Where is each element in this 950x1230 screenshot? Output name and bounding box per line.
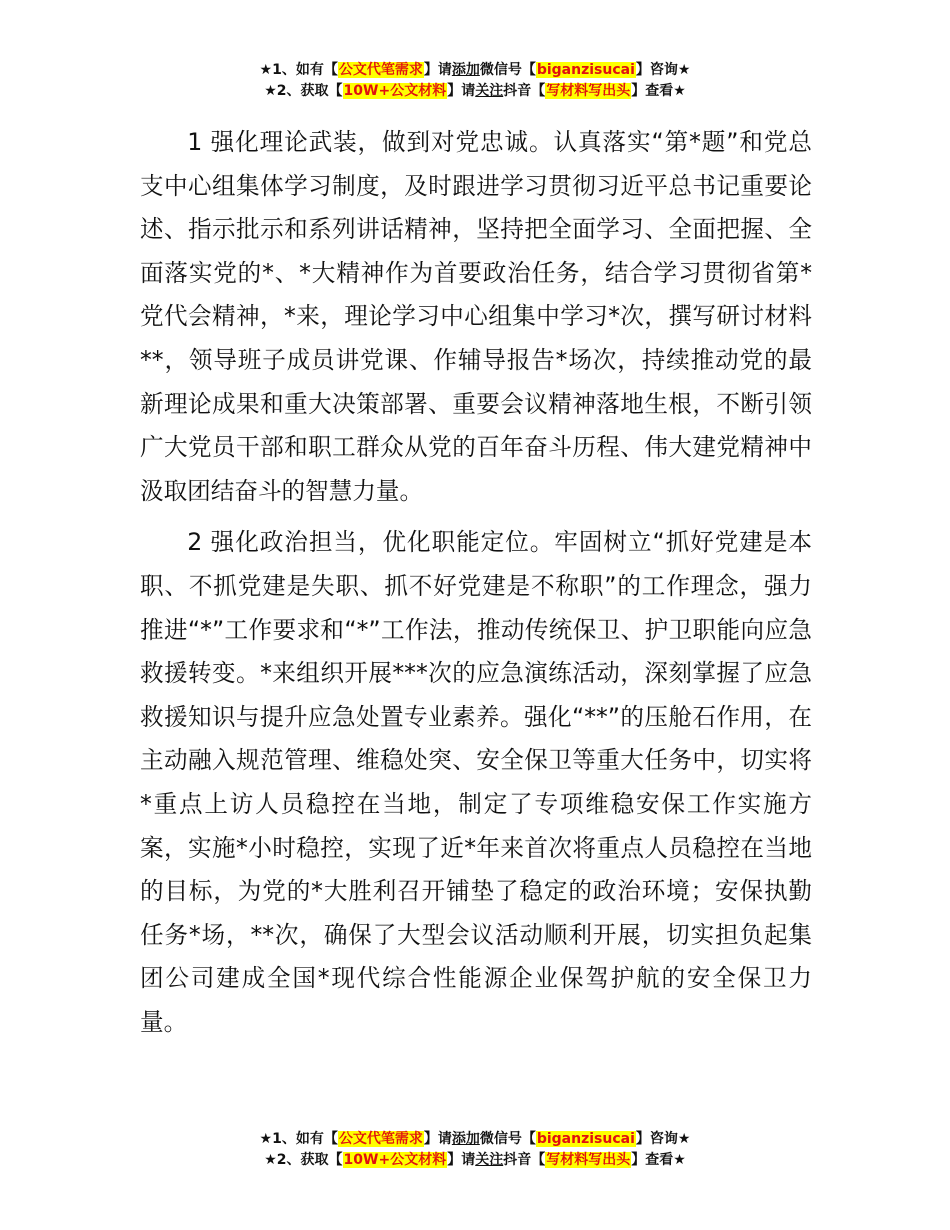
banner-text: 】请 [447, 1152, 476, 1168]
highlight-service: 公文代笔需求 [338, 1131, 423, 1147]
banner-text: 2、获取【 [276, 83, 343, 99]
banner-text: 2、获取【 [276, 1152, 343, 1168]
banner-text: 微信号【 [479, 62, 536, 78]
banner-text: 1、如有【 [272, 1131, 338, 1147]
star-icon: ★ [264, 1152, 277, 1168]
footer-banner [0, 1129, 950, 1171]
banner-line-2 [0, 81, 950, 102]
document-body [140, 121, 812, 1044]
star-icon: ★ [259, 62, 273, 78]
banner-text: 】查看 [631, 1152, 674, 1168]
banner-emphasis: 关注 [475, 83, 504, 99]
banner-text: 抖音【 [503, 1152, 546, 1168]
header-banner [0, 60, 950, 102]
highlight-materials: 10W+公文材料 [343, 83, 447, 99]
star-icon: ★ [264, 83, 277, 99]
highlight-service: 公文代笔需求 [338, 62, 423, 78]
star-icon: ★ [259, 1131, 273, 1147]
paragraph-2: 2 强化政治担当，优化职能定位。牢固树立“抓好党建是本职、不抓党建是失职、抓不好党建是不称职”的工作理念，强力推进“*”工作要求和“*”工作法，推动传统保卫、护卫职能向应急救援转变。*来组织开展***次的应急演练活动，深刻掌握了应急救援知识与提升应急处置专业素养。强化“**”的压舱石作用，在主动融入规范管理、维稳处突、安全保卫等重大任务中，切实将*重点上访人员稳控在当地，制定了专项维稳安保工作实施方案，实施*小时稳控，实现了近*年来首次将重点人员稳控在当地的目标，为党的*大胜利召开铺垫了稳定的政治环境；安保执勤任务*场，**次，确保了大型会议活动顺利开展，切实担负起集团公司建成全国*现代综合性能源企业保驾护航的安全保卫力量。 [140, 528, 812, 1036]
banner-text: 微信号【 [479, 1131, 536, 1147]
star-icon: ★ [677, 62, 691, 78]
banner-text: 】请 [447, 83, 476, 99]
banner-line-1 [0, 60, 950, 81]
banner-line-2 [0, 1150, 950, 1171]
star-icon: ★ [677, 1131, 691, 1147]
star-icon: ★ [673, 1152, 686, 1168]
banner-emphasis: 关注 [475, 1152, 504, 1168]
highlight-wechat-id: biganzisucai [536, 62, 635, 78]
highlight-douyin: 写材料写出头 [546, 1152, 631, 1168]
highlight-douyin: 写材料写出头 [546, 83, 631, 99]
banner-text: 1、如有【 [272, 62, 338, 78]
banner-emphasis: 添加 [451, 62, 480, 78]
highlight-wechat-id: biganzisucai [536, 1131, 635, 1147]
highlight-materials: 10W+公文材料 [343, 1152, 447, 1168]
star-icon: ★ [673, 83, 686, 99]
banner-text: 】请 [423, 1131, 452, 1147]
banner-line-1 [0, 1129, 950, 1150]
banner-text: 】查看 [631, 83, 674, 99]
paragraph-1: 1 强化理论武装，做到对党忠诚。认真落实“第*题”和党总支中心组集体学习制度，及时跟进学习贯彻习近平总书记重要论述、指示批示和系列讲话精神，坚持把全面学习、全面把握、全面落实党的*、*大精神作为首要政治任务，结合学习贯彻省第*党代会精神，*来，理论学习中心组集中学习*次，撰写研讨材料**，领导班子成员讲党课、作辅导报告*场次，持续推动党的最新理论成果和重大决策部署、重要会议精神落地生根，不断引领广大党员干部和职工群众从党的百年奋斗历程、伟大建党精神中汲取团结奋斗的智慧力量。 [140, 128, 812, 505]
banner-text: 】咨询 [635, 62, 678, 78]
banner-text: 】请 [423, 62, 452, 78]
banner-text: 】咨询 [635, 1131, 678, 1147]
banner-text: 抖音【 [503, 83, 546, 99]
banner-emphasis: 添加 [451, 1131, 480, 1147]
